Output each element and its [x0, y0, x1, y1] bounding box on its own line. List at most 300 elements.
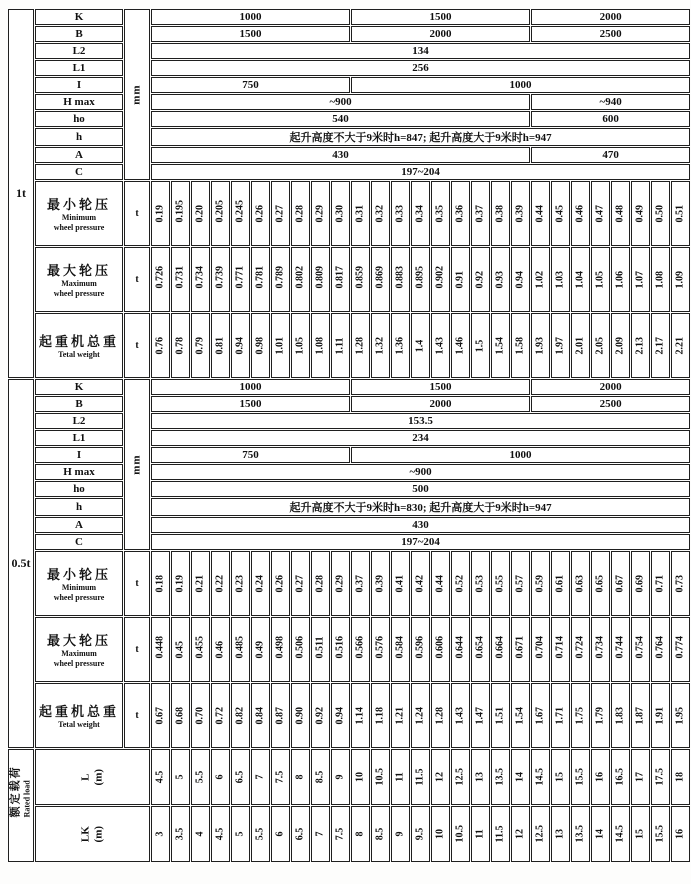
span-value-cell [511, 806, 530, 862]
param-value: 256 [151, 60, 690, 76]
data-value [634, 635, 647, 658]
span-value [335, 826, 347, 843]
span-value [415, 769, 427, 786]
data-value [535, 337, 547, 354]
vertical-text-line: 5 [234, 831, 246, 837]
vertical-text-line: 1.87 [634, 706, 646, 724]
data-value [595, 337, 607, 354]
data-value [435, 205, 447, 222]
param-value: 1000 [351, 77, 690, 93]
unit-label-t: t [124, 617, 150, 682]
data-value-cell [571, 617, 590, 682]
param-value: 197~204 [151, 164, 690, 180]
data-value [174, 265, 187, 288]
data-value [434, 635, 447, 658]
span-value-cell [531, 806, 550, 862]
data-value-cell [471, 617, 490, 682]
vertical-text-line: 9 [394, 831, 406, 837]
vertical-text-line: 5 [174, 774, 186, 780]
data-value [294, 635, 307, 658]
data-value [255, 205, 267, 222]
vertical-text-line: 0.46 [214, 640, 226, 658]
param-row [8, 430, 690, 446]
vertical-text-line: 0.29 [314, 204, 326, 222]
param-name: ho [35, 481, 123, 497]
span-value-cell [191, 806, 210, 862]
data-value [514, 635, 527, 659]
data-value [635, 337, 647, 354]
data-value-cell [211, 617, 230, 682]
param-row [8, 517, 690, 533]
param-value: ~940 [531, 94, 690, 110]
data-value-cell [251, 313, 270, 378]
data-value-cell [191, 683, 210, 748]
unit-label-mm [124, 9, 150, 180]
span-value [635, 826, 647, 843]
data-value-cell [151, 551, 170, 616]
span-value-cell [231, 806, 250, 862]
data-value [615, 707, 627, 724]
vertical-text-line: 1.05 [594, 270, 606, 288]
data-value [455, 337, 467, 354]
span-value-cell [371, 806, 390, 862]
data-value-cell [351, 683, 370, 748]
data-value-cell [471, 247, 490, 312]
param-value: 1000 [151, 379, 350, 395]
vertical-text-line: 0.764 [654, 635, 666, 658]
data-value-cell [291, 181, 310, 246]
vertical-text-line: 9.5 [414, 827, 426, 841]
param-value: 1500 [351, 379, 530, 395]
param-row [8, 464, 690, 480]
vertical-text-line: 1.21 [394, 706, 406, 724]
span-value-cell [311, 806, 330, 862]
data-value [275, 707, 287, 724]
data-value [495, 575, 507, 592]
span-value-cell [551, 749, 570, 805]
data-value [175, 707, 187, 724]
data-value [315, 337, 327, 354]
span-value [455, 769, 467, 786]
vertical-text-line: 0.81 [214, 336, 226, 354]
vertical-text-line: 2.17 [654, 336, 666, 354]
span-value-cell [551, 806, 570, 862]
vertical-text-line: 0.94 [334, 706, 346, 724]
data-value-cell [391, 551, 410, 616]
data-value-cell [331, 313, 350, 378]
span-value-cell [611, 806, 630, 862]
param-row [8, 26, 690, 42]
span-value-cell [271, 806, 290, 862]
param-value: 430 [151, 147, 530, 163]
vertical-text-line: 0.29 [334, 574, 346, 592]
data-value [175, 575, 187, 592]
vertical-text-line: 0.37 [474, 204, 486, 222]
vertical-text-line: 1.14 [354, 706, 366, 724]
data-value [154, 265, 167, 288]
vertical-text-line: 0.68 [174, 706, 186, 724]
span-value [475, 826, 487, 843]
data-value-cell [591, 247, 610, 312]
param-value: 470 [531, 147, 690, 163]
data-value-cell [291, 247, 310, 312]
vertical-text-line: 1.95 [674, 706, 686, 724]
vertical-text-line: 1.36 [394, 336, 406, 354]
span-value [195, 826, 207, 843]
span-value [675, 769, 687, 786]
data-value-cell [391, 181, 410, 246]
vertical-text-line: 0.883 [394, 265, 406, 288]
data-value-cell [331, 551, 350, 616]
data-value-cell [231, 247, 250, 312]
data-value-cell [371, 617, 390, 682]
vertical-text-line: 0.576 [374, 635, 386, 658]
span-value-cell [211, 806, 230, 862]
data-value [195, 337, 207, 354]
param-value: 540 [151, 111, 530, 127]
span-value-cell [451, 749, 470, 805]
vertical-text-line: 5.5 [194, 770, 206, 784]
data-value [475, 271, 487, 288]
vertical-text-line: 0.704 [534, 635, 546, 658]
data-value-cell [151, 181, 170, 246]
data-value [515, 337, 527, 354]
data-value [355, 707, 367, 724]
vertical-text-line: 2.21 [674, 336, 686, 354]
data-value-cell [531, 313, 550, 378]
data-value [255, 707, 267, 724]
unit-label-mm [124, 379, 150, 550]
data-value [155, 337, 167, 354]
data-value-cell [631, 247, 650, 312]
data-value-cell [291, 617, 310, 682]
data-row-label-en: Tetal weight [58, 720, 100, 729]
span-value [635, 769, 647, 786]
param-name: A [35, 517, 123, 533]
data-value-cell [251, 683, 270, 748]
vertical-text-line: 0.506 [294, 635, 306, 658]
vertical-text-line: 0.44 [434, 574, 446, 592]
param-value: 234 [151, 430, 690, 446]
span-value-cell [311, 749, 330, 805]
data-value-cell [651, 551, 670, 616]
data-value [354, 635, 367, 658]
data-value-cell [151, 617, 170, 682]
data-value-cell [611, 313, 630, 378]
param-row [8, 498, 690, 516]
vertical-text-line: 1.07 [634, 270, 646, 288]
param-value: ~900 [151, 464, 690, 480]
data-row-label-en: wheel pressure [53, 223, 105, 232]
vertical-text-line: 10 [354, 772, 366, 782]
vertical-text-line: 0.781 [254, 265, 266, 288]
data-value-cell [491, 181, 510, 246]
span-value-cell [631, 749, 650, 805]
vertical-text-line: 0.57 [514, 574, 526, 593]
data-value-cell [511, 313, 530, 378]
vertical-text-line: 12.5 [454, 768, 466, 786]
param-name: B [35, 26, 123, 42]
data-value-cell [651, 683, 670, 748]
data-value [575, 205, 587, 222]
vertical-text-line: 0.754 [634, 635, 646, 658]
data-row-label-zh: 起重机总重 [38, 334, 119, 349]
data-value-cell [611, 551, 630, 616]
data-value-cell [231, 313, 250, 378]
data-value [255, 337, 267, 354]
vertical-text-line: 0.73 [674, 574, 686, 592]
data-value-cell [451, 181, 470, 246]
data-row-label-zh: 最小轮压 [46, 567, 111, 582]
vertical-text-line: 0.869 [374, 265, 386, 288]
data-value [635, 707, 647, 724]
data-value-cell [411, 247, 430, 312]
data-value [434, 265, 447, 288]
span-value-cell [591, 749, 610, 805]
vertical-text-line: 1.43 [454, 706, 466, 724]
data-value-cell [451, 313, 470, 378]
data-value [535, 271, 547, 288]
vertical-text-line: 13 [474, 772, 486, 782]
vertical-text-line: 0.902 [434, 265, 446, 288]
data-value [275, 575, 287, 592]
data-value-cell [311, 617, 330, 682]
span-value-cell [251, 806, 270, 862]
data-value-cell [211, 313, 230, 378]
data-value-cell [311, 181, 330, 246]
span-row-label-text [79, 778, 105, 891]
span-value [515, 825, 527, 842]
data-value-cell [651, 181, 670, 246]
data-value-cell [171, 617, 190, 682]
data-value-cell [371, 247, 390, 312]
param-name: L2 [35, 43, 123, 59]
vertical-text-line: 18 [674, 772, 686, 782]
param-name: I [35, 77, 123, 93]
data-value-cell [471, 551, 490, 616]
vertical-text-line: 0.93 [494, 270, 506, 288]
vertical-text-line: 8 [294, 774, 306, 780]
vertical-text-line: 1.46 [454, 336, 466, 354]
vertical-text-line: 15.5 [574, 768, 586, 786]
span-value-cell [431, 749, 450, 805]
data-value-cell [271, 247, 290, 312]
vertical-text-line: 0.34 [414, 204, 426, 222]
param-name: L2 [35, 413, 123, 429]
param-row [8, 111, 690, 127]
data-row-label-en: wheel pressure [53, 593, 105, 602]
vertical-text-line: 0.92 [474, 270, 486, 288]
data-value-cell [331, 247, 350, 312]
vertical-text-line: 0.18 [154, 574, 166, 592]
data-value-cell [271, 313, 290, 378]
data-value-cell [211, 247, 230, 312]
data-value [515, 575, 527, 592]
span-value [675, 826, 687, 843]
param-value: 2000 [351, 396, 530, 412]
vertical-text-line: 17.5 [654, 768, 666, 786]
param-row [8, 60, 690, 76]
data-value [435, 575, 447, 592]
data-value-cell [151, 313, 170, 378]
param-value: 2000 [531, 379, 690, 395]
data-row-label [35, 551, 123, 616]
span-value [315, 769, 327, 786]
vertical-text-line: 1.43 [434, 336, 446, 354]
data-row-label-zh: 最大轮压 [46, 633, 111, 648]
vertical-text-line: 0.26 [274, 574, 286, 592]
vertical-text-line: 1.08 [654, 270, 666, 288]
span-value-cell [511, 749, 530, 805]
vertical-text-line: 7 [254, 774, 266, 780]
data-value-cell [211, 551, 230, 616]
data-row [8, 683, 690, 748]
data-value-cell [591, 181, 610, 246]
data-value [175, 641, 187, 658]
span-row [8, 806, 690, 862]
data-value-cell [351, 313, 370, 378]
vertical-text-line: 0.51 [674, 204, 686, 222]
param-name: L1 [35, 430, 123, 446]
vertical-text-line: 0.654 [474, 635, 486, 658]
param-value: 2000 [351, 26, 530, 42]
data-value-cell [391, 247, 410, 312]
data-value [555, 337, 567, 354]
vertical-text-line: 1.67 [534, 706, 546, 724]
span-value [295, 826, 307, 843]
data-row-label-zh: 起重机总重 [38, 704, 119, 719]
unit-label-t: t [124, 247, 150, 312]
vertical-text-line: 0.98 [254, 336, 266, 354]
data-value [315, 575, 327, 592]
vertical-text-line: 1.79 [594, 706, 606, 724]
param-row [8, 534, 690, 550]
param-row [8, 396, 690, 412]
vertical-text-line: 0.82 [234, 706, 246, 724]
data-value-cell [671, 247, 690, 312]
data-value [214, 199, 227, 222]
data-value-cell [511, 247, 530, 312]
data-value-cell [471, 181, 490, 246]
vertical-text-line: 6 [214, 774, 226, 780]
vertical-text-line: 0.67 [614, 574, 626, 592]
data-value-cell [631, 683, 650, 748]
vertical-text-line: 13.5 [494, 768, 506, 786]
vertical-text-line: 0.205 [214, 199, 226, 222]
vertical-text-line: 0.65 [594, 574, 606, 592]
data-value-cell [611, 617, 630, 682]
data-value [594, 635, 607, 658]
span-value-cell [271, 749, 290, 805]
span-value-cell [151, 749, 170, 805]
data-value-cell [571, 683, 590, 748]
span-value-cell [231, 749, 250, 805]
data-value [155, 707, 167, 724]
data-value-cell [171, 247, 190, 312]
param-name: C [35, 164, 123, 180]
data-value-cell [151, 683, 170, 748]
vertical-text-line: 14.5 [534, 768, 546, 786]
param-value: 2000 [531, 9, 690, 25]
span-value-cell [291, 749, 310, 805]
vertical-text-line: 0.30 [334, 204, 346, 222]
vertical-text-line: 1.54 [514, 706, 526, 725]
param-value: 1500 [351, 9, 530, 25]
span-value-cell [431, 806, 450, 862]
span-value-cell [371, 749, 390, 805]
data-value [275, 337, 287, 354]
vertical-text-line: 0.606 [434, 635, 446, 658]
data-row-label-en: Minimum [61, 583, 97, 592]
vertical-text-line: 0.19 [154, 204, 166, 222]
data-value [174, 199, 187, 222]
vertical-text-line: 0.455 [194, 635, 206, 658]
spec-table [7, 8, 691, 863]
data-value [355, 337, 367, 354]
data-value-cell [651, 313, 670, 378]
vertical-text-line: 0.739 [214, 265, 226, 288]
data-row-label-en: Tetal weight [58, 350, 100, 359]
data-row [8, 247, 690, 312]
data-value [335, 205, 347, 222]
data-value-cell [671, 313, 690, 378]
data-value [675, 337, 687, 354]
vertical-text-line: 0.84 [254, 706, 266, 724]
data-value-cell [271, 617, 290, 682]
data-value-cell [211, 683, 230, 748]
data-value-cell [291, 683, 310, 748]
data-value-cell [191, 551, 210, 616]
span-value-cell [651, 749, 670, 805]
vertical-text-line: 2.01 [574, 336, 586, 354]
data-value-cell [171, 683, 190, 748]
data-value-cell [351, 551, 370, 616]
data-value-cell [671, 617, 690, 682]
data-value-cell [311, 313, 330, 378]
vertical-text-line: 3 [154, 831, 166, 837]
span-value [235, 826, 247, 843]
vertical-text-line: 1.04 [574, 270, 586, 288]
data-row-label-zh: 最小轮压 [46, 197, 111, 212]
param-name: K [35, 9, 123, 25]
vertical-text-line: 6.5 [234, 770, 246, 784]
data-value-cell [371, 551, 390, 616]
data-value [535, 575, 547, 592]
data-value-cell [611, 181, 630, 246]
data-row-label-en: Minimum [61, 213, 97, 222]
param-value: 2500 [531, 396, 690, 412]
vertical-text-line: 0.23 [234, 574, 246, 592]
data-value [495, 271, 507, 288]
data-value [435, 337, 447, 354]
span-value-cell [491, 806, 510, 862]
data-value-cell [251, 247, 270, 312]
data-value [575, 575, 587, 592]
data-value-cell [411, 551, 430, 616]
span-value-cell [251, 749, 270, 805]
data-value [355, 205, 367, 222]
span-value [655, 769, 667, 786]
vertical-text-line: 0.94 [514, 270, 526, 289]
data-value-cell [431, 247, 450, 312]
data-value-cell [531, 551, 550, 616]
data-value [234, 199, 247, 222]
param-row [8, 447, 690, 463]
vertical-text-line: 0.45 [554, 204, 566, 222]
vertical-text-line: 11 [474, 829, 486, 839]
data-value [234, 635, 247, 658]
data-value [215, 641, 227, 658]
